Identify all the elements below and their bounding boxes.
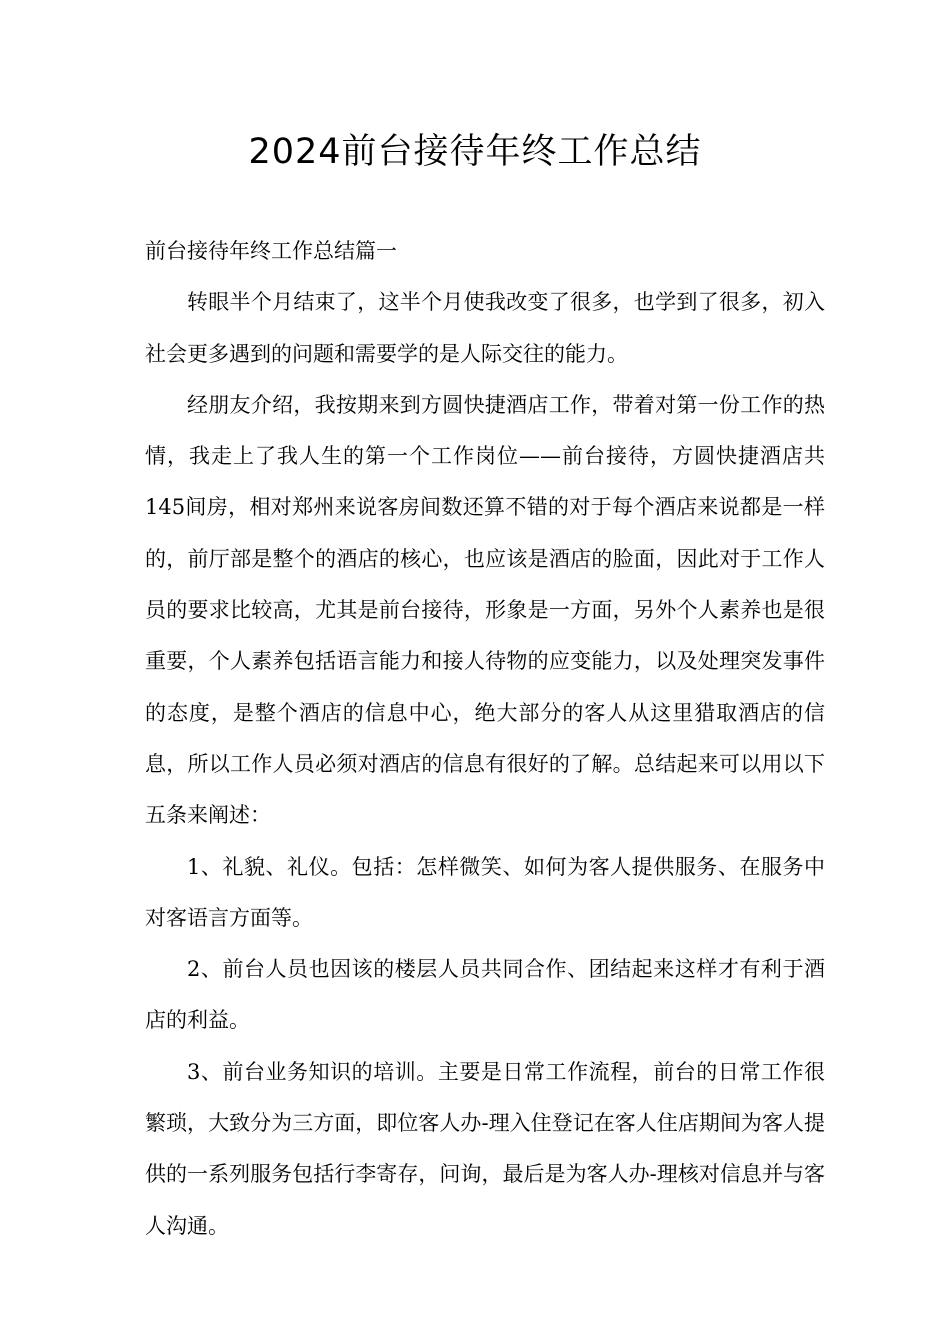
paragraph-job-description: 经朋友介绍，我按期来到方圆快捷酒店工作，带着对第一份工作的热情，我走上了我人生的第一个工作岗位——前台接待，方圆快捷酒店共145间房，相对郑州来说客房间数还算不错的对于每个酒店来说都是一样的，前厅部是整个的酒店的核心，也应该是酒店的脸面，因此对于工作人员的要求比较高，尤其是前台接待，形象是一方面，另外个人素养也是很重要，个人素养包括语言能力和接人待物的应变能力，以及处理突发事件的态度，是整个酒店的信息中心，绝大部分的客人从这里猎取酒店的信息，所以工作人员必须对酒店的信息有很好的了解。总结起来可以用以下五条来阐述： (145, 392, 825, 828)
section-heading: 前台接待年终工作总结篇一 (145, 239, 397, 263)
document-title: 2024前台接待年终工作总结 (248, 132, 702, 172)
list-item-teamwork: 2、前台人员也因该的楼层人员共同合作、团结起来这样才有利于酒店的利益。 (145, 957, 825, 1033)
list-item-etiquette: 1、礼貌、礼仪。包括：怎样微笑、如何为客人提供服务、在服务中对客语言方面等。 (145, 854, 825, 930)
list-item-training: 3、前台业务知识的培训。主要是日常工作流程，前台的日常工作很繁琐，大致分为三方面，即位客人办-理入住登记在客人住店期间为客人提供的一系列服务包括行李寄存，问询，最后是为客人办-理核对信息并与客人沟通。 (145, 1059, 825, 1238)
paragraph-intro: 转眼半个月结束了，这半个月使我改变了很多，也学到了很多，初入社会更多遇到的问题和需要学的是人际交往的能力。 (145, 290, 825, 366)
document-body (145, 226, 825, 1252)
